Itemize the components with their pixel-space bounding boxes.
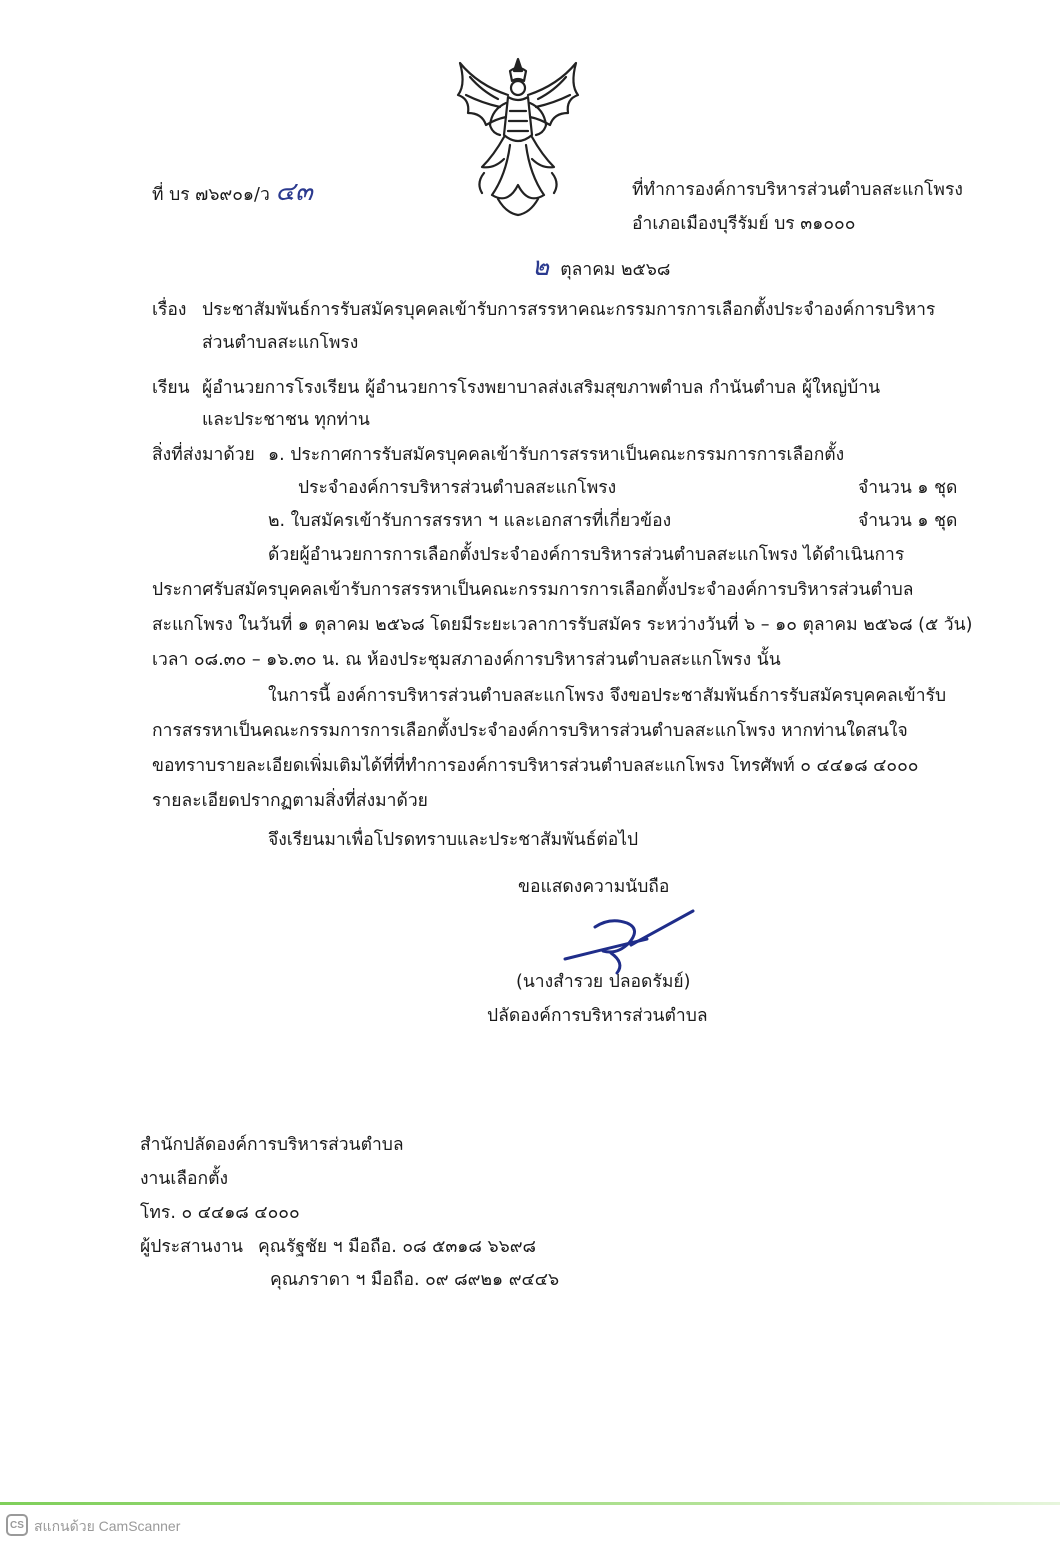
reference-prefix: ที่ บร ๗๖๙๐๑/ว: [152, 185, 270, 205]
closing-sentence: จึงเรียนมาเพื่อโปรดทราบและประชาสัมพันธ์ต่อไป: [268, 830, 639, 850]
subject-label: เรื่อง: [152, 300, 187, 320]
para1-line2: ประกาศรับสมัครบุคคลเข้ารับการสรรหาเป็นคณะกรรมการการเลือกตั้งประจำองค์การบริหารส่วนตำบล: [152, 580, 914, 600]
addressee-label: เรียน: [152, 378, 190, 398]
footer-coordinator-1: คุณรัฐชัย ฯ มือถือ. ๐๘ ๕๓๑๘ ๖๖๙๘: [258, 1237, 537, 1257]
document-date: [532, 252, 670, 283]
footer-coordinator-2: คุณภราดา ฯ มือถือ. ๐๙ ๘๙๒๑ ๙๔๔๖: [270, 1270, 560, 1290]
camscanner-watermark-text: สแกนด้วย CamScanner: [34, 1518, 181, 1534]
enclosure-item-1-quantity: จำนวน ๑ ชุด: [858, 478, 958, 498]
footer-coordinator-label: ผู้ประสานงาน: [140, 1237, 243, 1257]
office-address-line1: ที่ทำการองค์การบริหารส่วนตำบลสะแกโพรง: [632, 180, 963, 200]
footer-phone: โทร. ๐ ๔๔๑๘ ๔๐๐๐: [140, 1203, 300, 1223]
addressee-line2: และประชาชน ทุกท่าน: [202, 410, 370, 430]
footer-section: งานเลือกตั้ง: [140, 1169, 229, 1189]
para2-line3: ขอทราบรายละเอียดเพิ่มเติมได้ที่ที่ทำการองค์การบริหารส่วนตำบลสะแกโพรง โทรศัพท์ ๐ ๔๔๑๘ ๔๐๐๐: [152, 756, 919, 776]
garuda-emblem-icon: [448, 55, 588, 220]
reference-handwritten-number: ๔๓: [275, 177, 313, 207]
signatory-position: ปลัดองค์การบริหารส่วนตำบล: [487, 1006, 708, 1026]
date-handwritten-day: ๒: [532, 252, 550, 282]
para2-line2: การสรรหาเป็นคณะกรรมการการเลือกตั้งประจำองค์การบริหารส่วนตำบลสะแกโพรง หากท่านใดสนใจ: [152, 721, 908, 741]
para1-line1: ด้วยผู้อำนวยการการเลือกตั้งประจำองค์การบริหารส่วนตำบลสะแกโพรง ได้ดำเนินการ: [268, 545, 905, 565]
para2-line4: รายละเอียดปรากฏตามสิ่งที่ส่งมาด้วย: [152, 791, 428, 811]
signatory-name: (นางสำรวย ปลอดรัมย์): [516, 972, 691, 992]
reference-number: [152, 177, 313, 208]
scanner-accent-line: [0, 1502, 1060, 1505]
para1-line3: สะแกโพรง ในวันที่ ๑ ตุลาคม ๒๕๖๘ โดยมีระยะเวลาการรับสมัคร ระหว่างวันที่ ๖ – ๑๐ ตุลาคม ๒๕๖๘ (๕ วัน): [152, 615, 973, 635]
subject-line1: ประชาสัมพันธ์การรับสมัครบุคคลเข้ารับการสรรหาคณะกรรมการการเลือกตั้งประจำองค์การบริหาร: [202, 300, 936, 320]
camscanner-logo-icon: CS: [6, 1514, 28, 1536]
footer-office: สำนักปลัดองค์การบริหารส่วนตำบล: [140, 1135, 404, 1155]
enclosure-item-1-line1: ๑. ประกาศการรับสมัครบุคคลเข้ารับการสรรหาเป็นคณะกรรมการการเลือกตั้ง: [268, 445, 845, 465]
addressee-line1: ผู้อำนวยการโรงเรียน ผู้อำนวยการโรงพยาบาลส่งเสริมสุขภาพตำบล กำนันตำบล ผู้ใหญ่บ้าน: [202, 378, 881, 398]
para1-line4: เวลา ๐๘.๓๐ – ๑๖.๓๐ น. ณ ห้องประชุมสภาองค์การบริหารส่วนตำบลสะแกโพรง นั้น: [152, 650, 781, 670]
date-month-year: ตุลาคม ๒๕๖๘: [560, 260, 671, 280]
para2-line1: ในการนี้ องค์การบริหารส่วนตำบลสะแกโพรง จึงขอประชาสัมพันธ์การรับสมัครบุคคลเข้ารับ: [268, 686, 947, 706]
enclosures-label: สิ่งที่ส่งมาด้วย: [152, 445, 255, 465]
handwritten-signature: [555, 905, 705, 980]
regards: ขอแสดงความนับถือ: [518, 877, 670, 897]
enclosure-item-1-line2: ประจำองค์การบริหารส่วนตำบลสะแกโพรง: [298, 478, 617, 498]
office-address-line2: อำเภอเมืองบุรีรัมย์ บร ๓๑๐๐๐: [632, 214, 856, 234]
subject-line2: ส่วนตำบลสะแกโพรง: [202, 333, 359, 353]
enclosure-item-2-line1: ๒. ใบสมัครเข้ารับการสรรหา ฯ และเอกสารที่เกี่ยวข้อง: [268, 511, 672, 531]
enclosure-item-2-quantity: จำนวน ๑ ชุด: [858, 511, 958, 531]
